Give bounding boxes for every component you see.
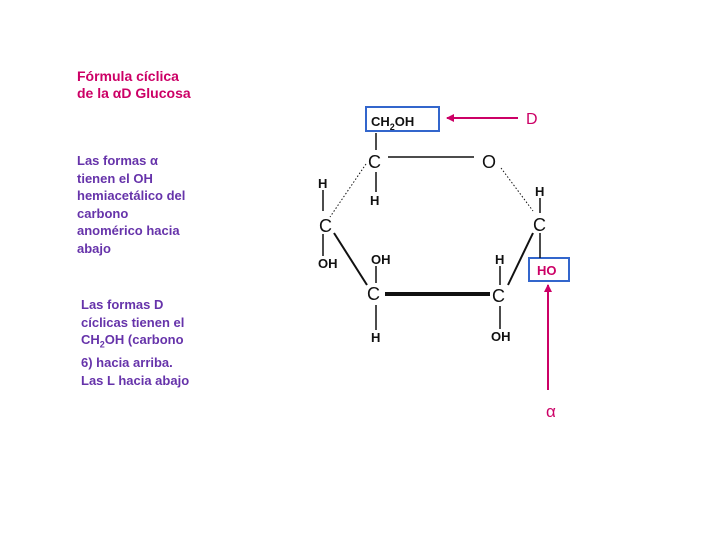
alpha-note-line-3: hemiacetálico del (77, 188, 186, 203)
alpha-note-line-5: anomérico hacia (77, 223, 180, 238)
h-c4-label: H (318, 176, 328, 191)
d-note-line-3-post: OH (carbono (104, 332, 184, 347)
d-note-line-3-sub: 2 (99, 339, 105, 350)
h-c1-label: H (535, 184, 545, 199)
h-c3-label: H (371, 330, 381, 345)
alpha-note-line-6: abajo (77, 240, 111, 256)
d-note-line-2: cíclicas tienen el (81, 314, 185, 330)
d-note-line-4: 6) hacia arriba. (81, 355, 173, 371)
d-note-line-5: Las L hacia abajo (81, 372, 190, 388)
ch2oh-sub: 2 (389, 122, 395, 132)
bond-c4-c3 (334, 233, 367, 285)
alpha-note-line-4: carbono (77, 205, 129, 221)
d-note-line-1: Las formas D (81, 297, 164, 312)
c1-atom: C (533, 215, 546, 235)
ring-oxygen-atom: O (482, 152, 497, 172)
alpha-note-line-1: Las formas α (77, 153, 158, 168)
bond-c5-c4 (330, 164, 366, 217)
c5-atom: C (368, 152, 381, 172)
c4-atom: C (319, 216, 332, 236)
oh-c2-label: OH (491, 329, 511, 344)
h-c5-label: H (370, 193, 380, 208)
oh-c3-label: OH (371, 252, 391, 267)
d-label: D (526, 111, 538, 128)
bond-o-c1 (501, 168, 533, 211)
alpha-note-line-2: tienen el OH (77, 170, 153, 186)
c2-atom: C (492, 286, 505, 306)
title-line-2: de la αD Glucosa (77, 85, 191, 101)
ho-c1-label: HO (537, 263, 557, 278)
d-note-line-3-pre: CH (81, 332, 100, 347)
ch2oh-pre: CH (371, 114, 390, 129)
h-c2-label: H (495, 252, 505, 267)
alpha-label: α (546, 402, 556, 421)
title-line-1: Fórmula cíclica (77, 68, 179, 84)
c3-atom: C (367, 284, 380, 304)
ch2oh-post: OH (394, 114, 415, 129)
ch2oh-label (371, 114, 414, 132)
oh-c4-label: OH (318, 256, 338, 271)
